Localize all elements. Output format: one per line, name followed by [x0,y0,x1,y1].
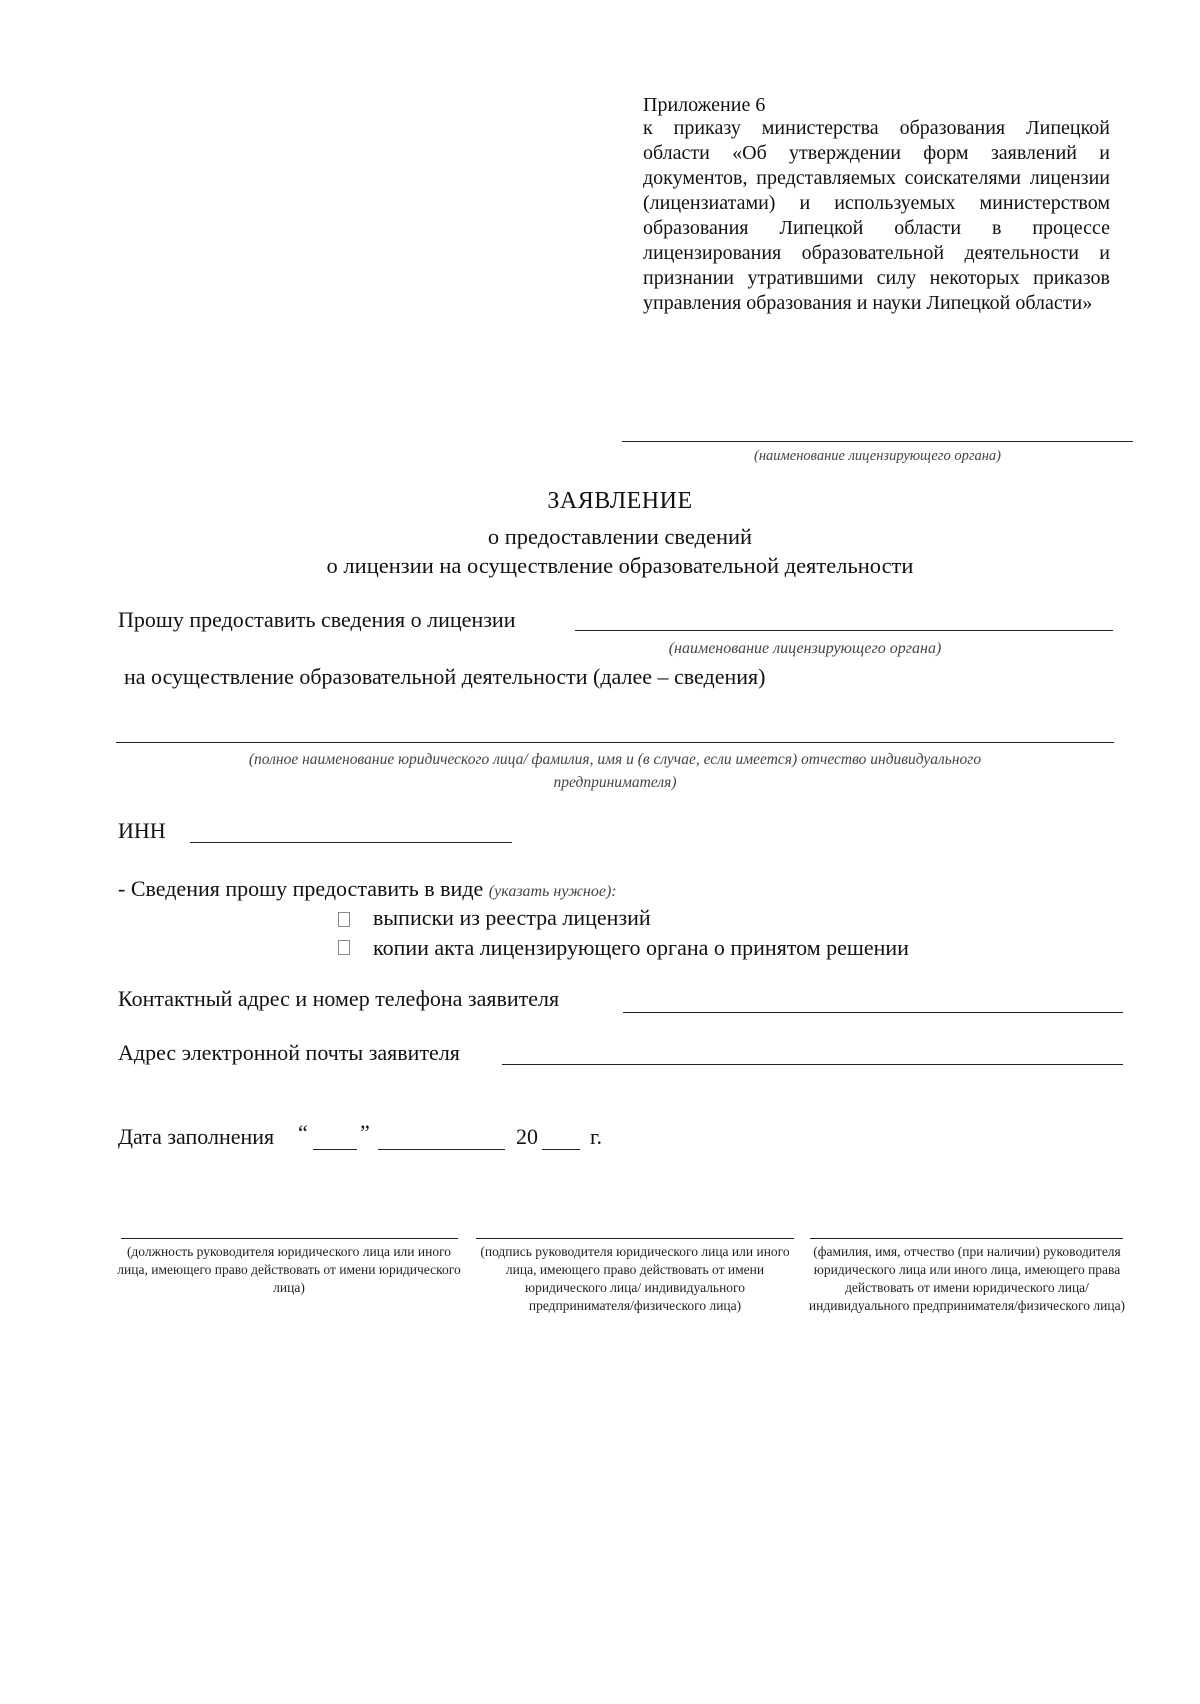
option-act-copy-checkbox[interactable] [338,940,350,955]
date-year-field[interactable] [542,1149,580,1150]
form-choice-text: - Сведения прошу предоставить в виде [118,876,484,901]
applicant-caption-line2: предпринимателя) [553,774,677,791]
signature-sign-field[interactable] [476,1238,794,1239]
request-label: Прошу предоставить сведения о лицензии [118,607,516,632]
inn-field[interactable] [190,842,512,843]
signature-sign-caption: (подпись руководителя юридического лица или иного лица, имеющего право действовать от имени юридического лица/ индивидуального предпринимателя/физического лица) [480,1244,790,1313]
email-field[interactable] [502,1064,1123,1065]
date-label: Дата заполнения [118,1124,275,1149]
appendix-title: Приложение 6 [643,94,766,116]
licensing-authority-field[interactable] [622,441,1133,442]
signature-name-caption: (фамилия, имя, отчество (при наличии) руководителя юридического лица или иного лица, имеющего права действовать от имени юридического лица/индивидуального предпринимателя/физического лица) [808,1244,1126,1313]
request-continuation: на осуществление образовательной деятельности (далее – сведения) [124,664,766,689]
licensing-authority-caption: (наименование лицензирующего органа) [754,448,1001,464]
date-month-field[interactable] [378,1149,505,1150]
signature-position-caption: (должность руководителя юридического лица или иного лица, имеющего право действовать от имени юридического лица) [117,1244,461,1295]
request-authority-field[interactable] [575,630,1113,631]
applicant-caption-line1: (полное наименование юридического лица/ фамилия, имя и (в случае, если имеется) отчество индивидуального [248,751,982,768]
contact-label: Контактный адрес и номер телефона заявителя [118,986,560,1011]
signature-name-field[interactable] [810,1238,1123,1239]
form-choice-label [118,876,617,905]
option-act-copy-label: копии акта лицензирующего органа о принятом решении [373,935,909,960]
document-title: ЗАЯВЛЕНИЕ [547,488,693,514]
appendix-text: к приказу министерства образования Липецкой области «Об утверждении форм заявлений и документов, представляемых соискателями лицензии (лицензиатами) и используемых министерством образования Липецкой области в процессе лицензирования образовательной деятельности и признании утратившими силу некоторых приказов управления образования и науки Липецкой области» [643,117,1110,314]
option-extract-label: выписки из реестра лицензий [373,905,651,930]
request-authority-caption: (наименование лицензирующего органа) [668,640,942,657]
applicant-name-field[interactable] [116,742,1114,743]
option-extract-checkbox[interactable] [338,912,350,927]
email-label: Адрес электронной почты заявителя [118,1040,460,1065]
form-choice-hint: (указать нужное): [488,883,617,900]
date-open-quote: “ [298,1120,308,1145]
date-year-prefix: 20 [516,1124,538,1149]
signature-position-field[interactable] [121,1238,458,1239]
contact-field[interactable] [623,1012,1123,1013]
date-day-field[interactable] [313,1149,357,1150]
date-close-quote: ” [360,1120,370,1145]
document-subtitle-1: о предоставлении сведений [487,524,753,549]
inn-label: ИНН [118,818,166,843]
document-subtitle-2: о лицензии на осуществление образовательной деятельности [326,553,914,578]
date-year-suffix: г. [590,1124,603,1149]
